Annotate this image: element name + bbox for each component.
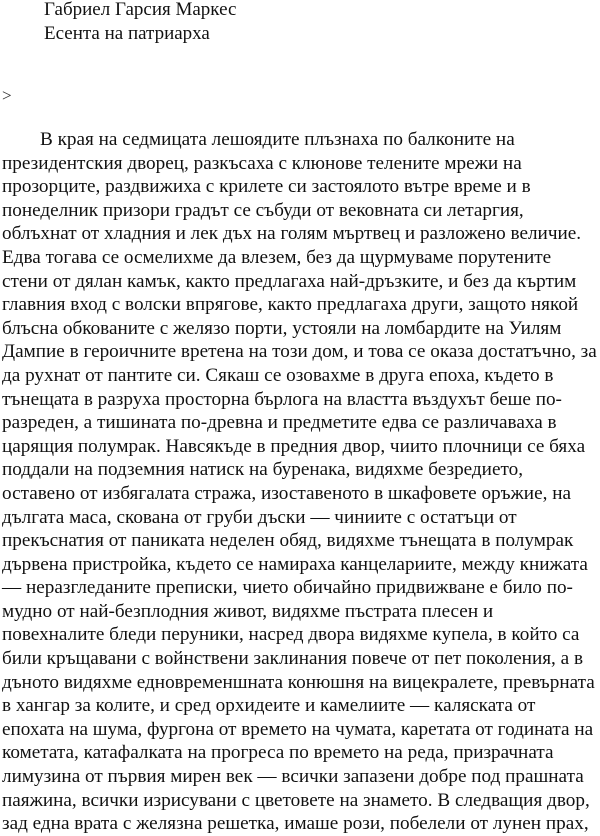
text-line: прозорците, раздвижиха с крилете си застоялото вътре време и в (2, 176, 531, 198)
text-line: президентския дворец, разкъсаха с клюнове телените мрежи на (2, 152, 522, 174)
text-line: тънещата в разруха просторна бърлога на властта въздухът беше по- (2, 388, 562, 410)
text-line: дъното видяхме едновременшната конюшня на вицекралете, превърната (2, 671, 595, 693)
text-line: поддали на подземния натиск на буренака, видяхме безредието, (2, 459, 523, 481)
text-line: прекъснатия от паниката неделен обяд, видяхме тънещата в полумрак (2, 530, 574, 552)
text-line: мудно от най-безплодния живот, видяхме пъстрата плесен и (2, 600, 494, 622)
text-line: — неразгледаните преписки, чието обичайно придвижване е било по- (2, 577, 573, 599)
section-marker: > (2, 86, 12, 105)
text-line: царящия полумрак. Навсякъде в предния двор, чиито плочници се бяха (2, 435, 586, 457)
text-line: били кръщавани с войнствени заклинания повече от пет поколения, а в (2, 648, 584, 670)
text-line: да рухнат от пантите си. Сякаш се озовахме в друга епоха, където в (2, 364, 554, 386)
author-name: Габриел Гарсия Маркес (44, 0, 237, 20)
body-paragraph (2, 128, 600, 836)
text-line: в хангар за колите, и сред орхидеите и камелиите — каляската от (2, 695, 536, 717)
text-line: лимузина от първия мирен век — всички запазени добре под прашната (2, 766, 584, 788)
text-line: разреден, а тишината по-древна и предметите едва се различаваха в (2, 412, 557, 434)
text-line: главния вход с волски впрягове, както предлагаха други, защото някой (2, 294, 579, 316)
text-line: стени от дялан камък, както предлагаха най-дръзките, и без да къртим (2, 270, 577, 292)
text-line: паяжина, всички изрисувани с цветовете на знамето. В следващия двор, (2, 789, 590, 811)
text-line: зад една врата с желязна решетка, имаше рози, побелели от лунен прах, (2, 813, 589, 835)
text-line: понеделник призори градът се събуди от вековната си летаргия, (2, 199, 524, 221)
text-line: епохата на шума, фургона от времето на чумата, каретата от годината на (2, 718, 594, 740)
text-line: блъсна обкованите с желязо порти, устояли на ломбардите на Уилям (2, 317, 562, 339)
text-line: Дампие в героичните вретена на този дом, и това се оказа достатъчно, за (2, 341, 597, 363)
document-header (44, 0, 236, 46)
text-line: оставено от избягалата стража, изоставеното в шкафовете оръжие, на (2, 482, 571, 504)
text-line: Едва тогава се осмелихме да влезем, без да щурмуваме порутените (2, 246, 552, 268)
text-line: повехналите бледи перуники, насред двора видяхме купела, в който са (2, 624, 580, 646)
text-line: В края на седмицата лешоядите плъзнаха по балконите на (40, 129, 515, 150)
text-line: кометата, катафалката на прогреса по времето на реда, призрачната (2, 742, 554, 764)
text-line: облъхнат от хладния и лек дъх на голям мъртвец и разложено величие. (2, 223, 582, 245)
book-title: Есента на патриарха (44, 23, 210, 44)
text-line: дългата маса, скована от груби дъски — чиниите с остатъци от (2, 506, 517, 528)
text-line: дървена пристройка, където се намираха канцелариите, между книжата (2, 553, 588, 575)
